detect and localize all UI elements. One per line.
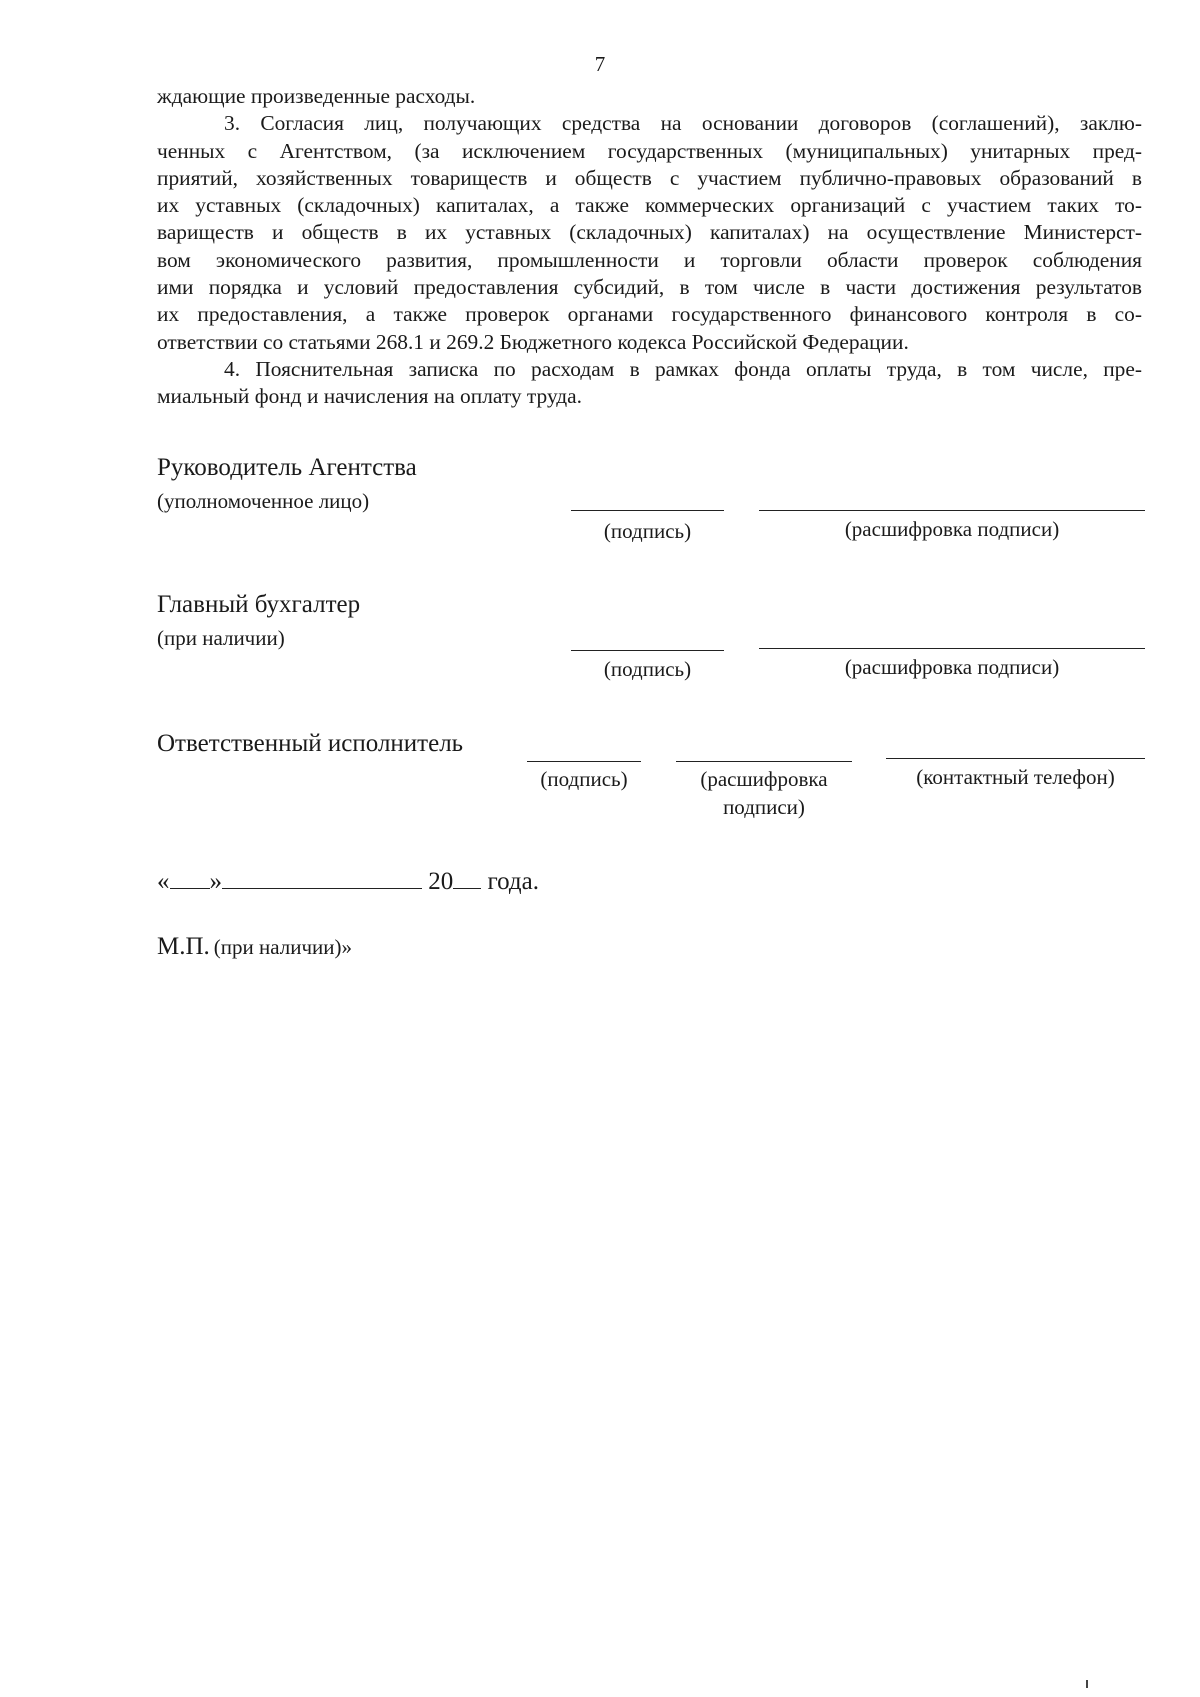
accountant-title: Главный бухгалтер <box>157 591 361 618</box>
body-line: ими порядка и условий предоставления субсидий, в том числе в части достижения результатов <box>157 275 1142 300</box>
stamp-note: (при наличии)» <box>213 935 353 959</box>
head-title: Руководитель Агентства <box>157 454 417 481</box>
executor-sign-caption: (подпись) <box>540 767 628 791</box>
executor-title: Ответственный исполнитель <box>157 730 464 757</box>
head-note: (уполномоченное лицо) <box>157 489 370 513</box>
page-number: 7 <box>594 52 606 76</box>
accountant-sign-caption: (подпись) <box>603 657 692 681</box>
accountant-decode-caption: (расшифровка подписи) <box>844 655 1060 679</box>
stamp-label: М.П. <box>157 933 210 960</box>
body-line: ждающие произведенные расходы. <box>157 84 476 108</box>
year-blank[interactable] <box>453 887 481 889</box>
date-open-quote: « <box>157 868 170 895</box>
body-line: ченных с Агентством, (за исключением государственных (муниципальных) унитарных пред- <box>157 138 1142 163</box>
executor-decode-caption-line2: подписи) <box>723 795 805 819</box>
date-close-quote: » <box>209 868 222 895</box>
accountant-decode-line[interactable] <box>759 648 1145 649</box>
body-line: миальный фонд и начисления на оплату труда. <box>157 384 583 409</box>
body-text <box>157 83 1142 411</box>
executor-signature-line[interactable] <box>527 761 641 762</box>
body-line: 4. Пояснительная записка по расходам в рамках фонда оплаты труда, в том числе, пре- <box>224 356 1142 381</box>
body-line: их уставных (складочных) капиталах, а также коммерческих организаций с участием таких то- <box>157 193 1142 218</box>
month-blank[interactable] <box>222 887 422 889</box>
accountant-note: (при наличии) <box>157 626 285 650</box>
executor-decode-caption-line1: (расшифровка <box>700 767 828 791</box>
head-decode-caption: (расшифровка подписи) <box>844 517 1060 541</box>
body-line: 3. Согласия лиц, получающих средства на основании договоров (соглашений), заклю- <box>224 111 1142 136</box>
body-line: приятий, хозяйственных товариществ и обществ с участием публично-правовых образований в <box>157 165 1142 190</box>
body-line: вом экономического развития, промышленности и торговли области проверок соблюдения <box>157 247 1142 272</box>
executor-phone-line[interactable] <box>886 758 1145 759</box>
year-suffix: года. <box>487 868 539 895</box>
stamp-place <box>157 933 352 961</box>
executor-phone-caption: (контактный телефон) <box>916 765 1115 789</box>
date-row <box>157 868 539 896</box>
scan-mark <box>1086 1680 1088 1688</box>
body-line: их предоставления, а также проверок органами государственного финансового контроля в со- <box>157 302 1142 327</box>
executor-decode-line[interactable] <box>676 761 852 762</box>
head-sign-caption: (подпись) <box>603 519 692 543</box>
executor-decode-caption <box>676 765 852 821</box>
day-blank[interactable] <box>170 887 210 889</box>
head-signature-line[interactable] <box>571 510 724 511</box>
body-line: вариществ и обществ в их уставных (складочных) капиталах) на осуществление Министерст- <box>157 220 1142 245</box>
year-prefix: 20 <box>428 868 454 895</box>
accountant-signature-line[interactable] <box>571 650 724 651</box>
body-line: ответствии со статьями 268.1 и 269.2 Бюджетного кодекса Российской Федерации. <box>157 329 909 354</box>
head-decode-line[interactable] <box>759 510 1145 511</box>
